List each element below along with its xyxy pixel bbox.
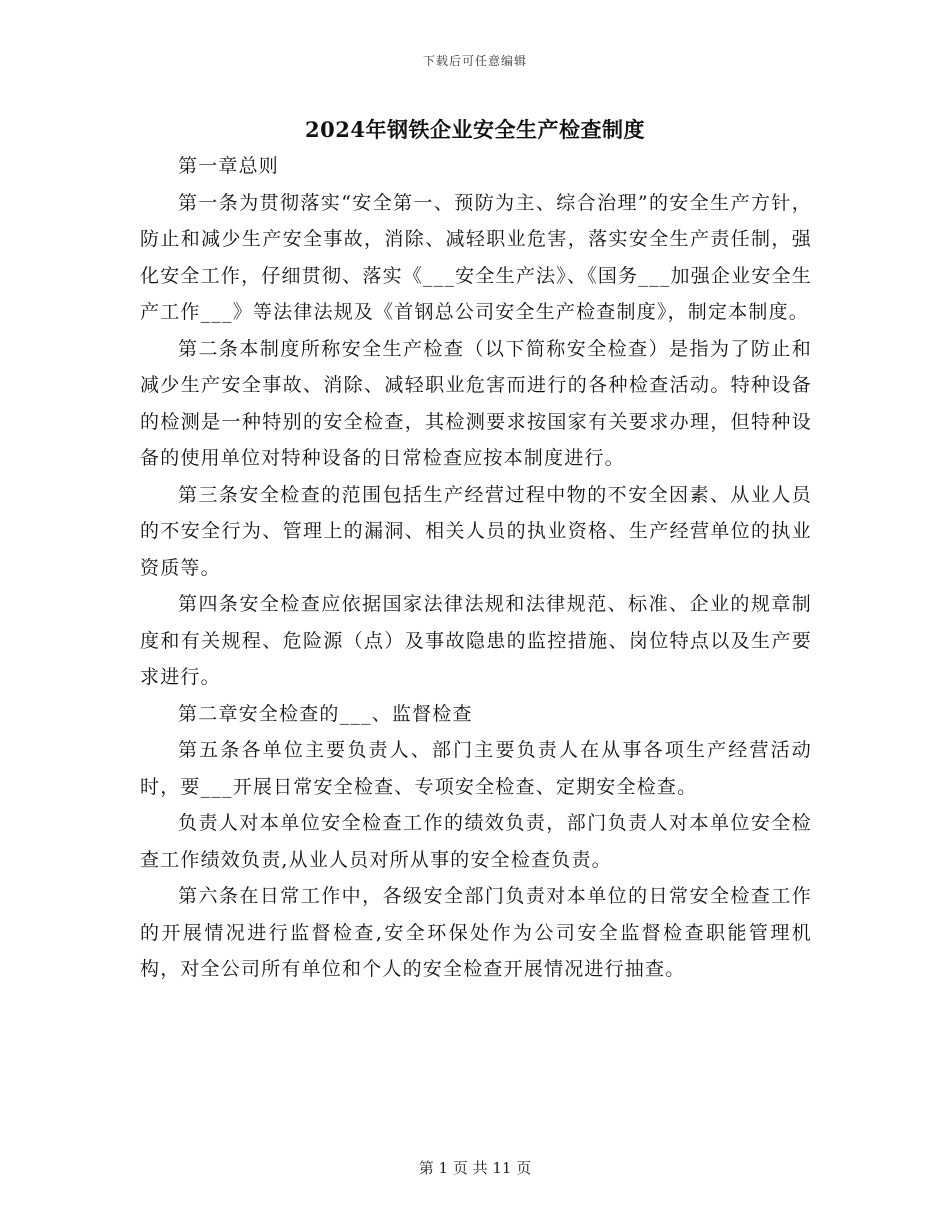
article-paragraph: 第五条各单位主要负责人、部门主要负责人在从事各项生产经营活动时，要___开展日常安全检查、专项安全检查、定期安全检查。 (140, 739, 812, 798)
article-paragraph: 第一条为贯彻落实“安全第一、预防为主、综合治理”的安全生产方针，防止和减少生产安全事故，消除、减轻职业危害，落实安全生产责任制，强化安全工作，仔细贯彻、落实《___安全生产法》、《国务___加强企业安全生产工作___》等法律法规及《首钢总公司安全生产检查制度》，制定本制度。 (140, 191, 812, 323)
article-paragraph: 第四条安全检查应依据国家法律法规和法律规范、标准、企业的规章制度和有关规程、危险源（点）及事故隐患的监控措施、岗位特点以及生产要求进行。 (140, 593, 812, 688)
document-title: 2024年钢铁企业安全生产检查制度 (305, 117, 645, 142)
article-paragraph: 负责人对本单位安全检查工作的绩效负责，部门负责人对本单位安全检查工作绩效负责,从业人员对所从事的安全检查负责。 (140, 812, 812, 871)
article-paragraph: 第六条在日常工作中，各级安全部门负责对本单位的日常安全检查工作的开展情况进行监督检查,安全环保处作为公司安全监督检查职能管理机构，对全公司所有单位和个人的安全检查开展情况进行抽查。 (140, 885, 812, 980)
article-paragraph: 第二条本制度所称安全生产检查（以下简称安全检查）是指为了防止和减少生产安全事故、消除、减轻职业危害而进行的各种检查活动。特种设备的检测是一种特别的安全检查，其检测要求按国家有关要求办理，但特种设备的使用单位对特种设备的日常检查应按本制度进行。 (140, 337, 812, 469)
page-header-note: 下载后可任意编辑 (422, 54, 527, 68)
chapter-heading: 第一章总则 (178, 155, 280, 177)
page-number-footer: 第 1 页 共 11 页 (418, 1159, 532, 1177)
article-paragraph: 第三条安全检查的范围包括生产经营过程中物的不安全因素、从业人员的不安全行为、管理上的漏洞、相关人员的执业资格、生产经营单位的执业资质等。 (140, 483, 812, 579)
chapter-heading: 第二章安全检查的___、监督检查 (178, 702, 473, 725)
document-body (140, 148, 812, 988)
